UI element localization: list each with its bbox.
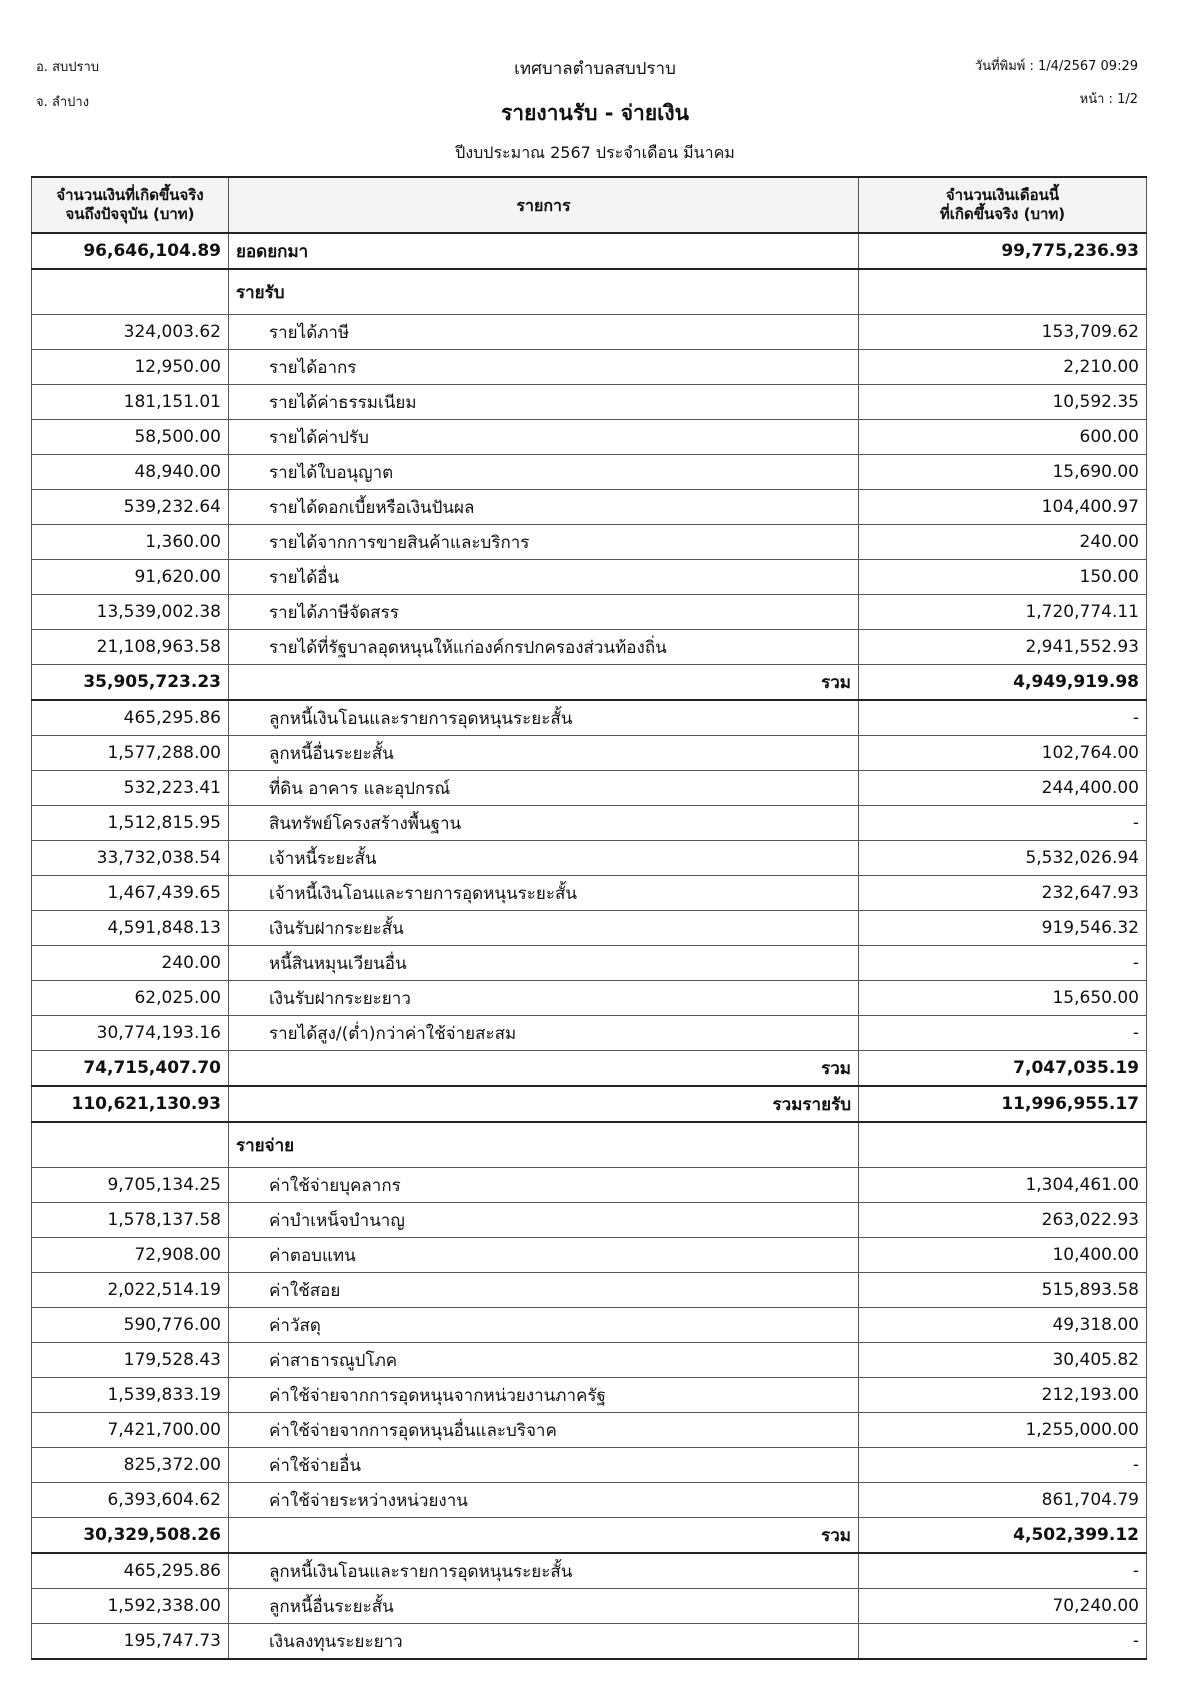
item-label: รายได้ค่าปรับ (229, 420, 859, 455)
table-row (32, 700, 1147, 736)
table-row (32, 736, 1147, 771)
table-row (32, 233, 1147, 269)
item-label: ลูกหนี้อื่นระยะสั้น (229, 736, 859, 771)
item-label: เงินรับฝากระยะยาว (229, 981, 859, 1016)
table-row (32, 771, 1147, 806)
table-header-row (32, 177, 1147, 233)
ytd-amount: 1,539,833.19 (32, 1378, 229, 1413)
ytd-amount: 1,577,288.00 (32, 736, 229, 771)
month-amount: 212,193.00 (859, 1378, 1147, 1413)
month-amount: 1,255,000.00 (859, 1413, 1147, 1448)
ytd-amount: 33,732,038.54 (32, 841, 229, 876)
month-amount: 4,949,919.98 (859, 665, 1147, 701)
ytd-amount: 48,940.00 (32, 455, 229, 490)
month-amount: - (859, 1624, 1147, 1660)
item-label: สินทรัพย์โครงสร้างพื้นฐาน (229, 806, 859, 841)
table-row (32, 350, 1147, 385)
table-row (32, 946, 1147, 981)
item-label: รายได้จากการขายสินค้าและบริการ (229, 525, 859, 560)
section-row (32, 1122, 1147, 1168)
month-amount: 1,720,774.11 (859, 595, 1147, 630)
month-amount (859, 1122, 1147, 1168)
ytd-amount: 30,774,193.16 (32, 1016, 229, 1051)
ytd-amount: 1,467,439.65 (32, 876, 229, 911)
total-row (32, 1518, 1147, 1554)
month-amount: 919,546.32 (859, 911, 1147, 946)
table-row (32, 1238, 1147, 1273)
table-row (32, 1448, 1147, 1483)
table-row (32, 1016, 1147, 1051)
ytd-amount: 539,232.64 (32, 490, 229, 525)
col-header-actual-line2: จนถึงปัจจุบัน (บาท) (65, 205, 195, 223)
item-label: รวม (229, 1518, 859, 1554)
ytd-amount: 58,500.00 (32, 420, 229, 455)
ytd-amount: 465,295.86 (32, 1553, 229, 1589)
ytd-amount: 21,108,963.58 (32, 630, 229, 665)
item-label: รายได้สูง/(ต่ำ)กว่าค่าใช้จ่ายสะสม (229, 1016, 859, 1051)
month-amount: 244,400.00 (859, 771, 1147, 806)
ytd-amount: 72,908.00 (32, 1238, 229, 1273)
district-label: อ. สบปราบ (36, 60, 100, 75)
table-row (32, 1308, 1147, 1343)
month-amount: 150.00 (859, 560, 1147, 595)
item-label: รวมรายรับ (229, 1086, 859, 1122)
item-label: ที่ดิน อาคาร และอุปกรณ์ (229, 771, 859, 806)
item-label: ค่าใช้จ่ายบุคลากร (229, 1168, 859, 1203)
page-number: หน้า : 1/2 (1079, 92, 1138, 107)
item-label: ลูกหนี้เงินโอนและรายการอุดหนุนระยะสั้น (229, 1553, 859, 1589)
month-amount: 240.00 (859, 525, 1147, 560)
month-amount: 1,304,461.00 (859, 1168, 1147, 1203)
table-row (32, 1589, 1147, 1624)
ytd-amount: 1,512,815.95 (32, 806, 229, 841)
report-title: รายงานรับ - จ่ายเงิน (501, 101, 689, 125)
table-row (32, 876, 1147, 911)
table-row (32, 1203, 1147, 1238)
month-amount: 11,996,955.17 (859, 1086, 1147, 1122)
item-label: รวม (229, 1051, 859, 1087)
ytd-amount: 13,539,002.38 (32, 595, 229, 630)
col-header-this-month (859, 177, 1147, 233)
col-header-actual-line1: จำนวนเงินที่เกิดขึ้นจริง (56, 186, 204, 204)
month-amount: 263,022.93 (859, 1203, 1147, 1238)
table-body (32, 233, 1147, 1659)
ytd-amount: 35,905,723.23 (32, 665, 229, 701)
table-row (32, 1483, 1147, 1518)
table-row (32, 806, 1147, 841)
ytd-amount: 30,329,508.26 (32, 1518, 229, 1554)
month-amount: 49,318.00 (859, 1308, 1147, 1343)
item-label: รายได้อากร (229, 350, 859, 385)
ytd-amount: 62,025.00 (32, 981, 229, 1016)
col-header-month-line1: จำนวนเงินเดือนนี้ (945, 186, 1060, 204)
item-label: ค่าวัสดุ (229, 1308, 859, 1343)
ytd-amount: 532,223.41 (32, 771, 229, 806)
month-amount: 70,240.00 (859, 1589, 1147, 1624)
item-label: ค่าใช้สอย (229, 1273, 859, 1308)
month-amount (859, 269, 1147, 315)
table-row (32, 1168, 1147, 1203)
item-label: ลูกหนี้เงินโอนและรายการอุดหนุนระยะสั้น (229, 700, 859, 736)
month-amount: 5,532,026.94 (859, 841, 1147, 876)
province-label: จ. ลำปาง (36, 95, 90, 110)
table-row (32, 1553, 1147, 1589)
item-label: รายได้ภาษี (229, 315, 859, 350)
report-subtitle: ปีงบประมาณ 2567 ประจำเดือน มีนาคม (455, 143, 735, 162)
item-label: รายได้ใบอนุญาต (229, 455, 859, 490)
month-amount: 15,690.00 (859, 455, 1147, 490)
ytd-amount: 2,022,514.19 (32, 1273, 229, 1308)
item-label: หนี้สินหมุนเวียนอื่น (229, 946, 859, 981)
total-row (32, 1086, 1147, 1122)
month-amount: 15,650.00 (859, 981, 1147, 1016)
col-header-item: รายการ (229, 177, 859, 233)
table-row (32, 315, 1147, 350)
item-label: เงินลงทุนระยะยาว (229, 1624, 859, 1660)
item-label: รายได้ดอกเบี้ยหรือเงินปันผล (229, 490, 859, 525)
table-row (32, 595, 1147, 630)
ytd-amount: 590,776.00 (32, 1308, 229, 1343)
item-label: รายจ่าย (229, 1122, 859, 1168)
item-label: ลูกหนี้อื่นระยะสั้น (229, 1589, 859, 1624)
month-amount: 600.00 (859, 420, 1147, 455)
ytd-amount: 9,705,134.25 (32, 1168, 229, 1203)
item-label: ค่าใช้จ่ายจากการอุดหนุนจากหน่วยงานภาครัฐ (229, 1378, 859, 1413)
table-row (32, 1378, 1147, 1413)
month-amount: 30,405.82 (859, 1343, 1147, 1378)
total-row (32, 1051, 1147, 1087)
total-row (32, 665, 1147, 701)
ytd-amount: 6,393,604.62 (32, 1483, 229, 1518)
ytd-amount: 96,646,104.89 (32, 233, 229, 269)
month-amount: 104,400.97 (859, 490, 1147, 525)
month-amount: 102,764.00 (859, 736, 1147, 771)
table-row (32, 1273, 1147, 1308)
ytd-amount (32, 1122, 229, 1168)
ytd-amount: 7,421,700.00 (32, 1413, 229, 1448)
item-label: ค่าใช้จ่ายจากการอุดหนุนอื่นและบริจาค (229, 1413, 859, 1448)
month-amount: 515,893.58 (859, 1273, 1147, 1308)
table-row (32, 630, 1147, 665)
col-header-month-line2: ที่เกิดขึ้นจริง (บาท) (939, 205, 1066, 223)
item-label: ยอดยกมา (229, 233, 859, 269)
ytd-amount: 825,372.00 (32, 1448, 229, 1483)
item-label: รายรับ (229, 269, 859, 315)
month-amount: 2,941,552.93 (859, 630, 1147, 665)
receipts-payments-table (31, 176, 1147, 1660)
item-label: รายได้ที่รัฐบาลอุดหนุนให้แก่องค์กรปกครองส่วนท้องถิ่น (229, 630, 859, 665)
table-row (32, 385, 1147, 420)
item-label: ค่าบำเหน็จบำนาญ (229, 1203, 859, 1238)
table-row (32, 525, 1147, 560)
print-date: วันที่พิมพ์ : 1/4/2567 09:29 (974, 59, 1138, 74)
month-amount: 10,592.35 (859, 385, 1147, 420)
table-row (32, 490, 1147, 525)
month-amount: - (859, 946, 1147, 981)
month-amount: - (859, 700, 1147, 736)
ytd-amount: 1,360.00 (32, 525, 229, 560)
month-amount: 153,709.62 (859, 315, 1147, 350)
item-label: เจ้าหนี้เงินโอนและรายการอุดหนุนระยะสั้น (229, 876, 859, 911)
organization-name: เทศบาลตำบลสบปราบ (514, 59, 676, 79)
item-label: ค่าสาธารณูปโภค (229, 1343, 859, 1378)
item-label: รายได้ค่าธรรมเนียม (229, 385, 859, 420)
item-label: ค่าใช้จ่ายระหว่างหน่วยงาน (229, 1483, 859, 1518)
table-row (32, 1343, 1147, 1378)
table-row (32, 420, 1147, 455)
ytd-amount: 181,151.01 (32, 385, 229, 420)
ytd-amount: 324,003.62 (32, 315, 229, 350)
item-label: รวม (229, 665, 859, 701)
ytd-amount: 179,528.43 (32, 1343, 229, 1378)
item-label: ค่าตอบแทน (229, 1238, 859, 1273)
month-amount: 861,704.79 (859, 1483, 1147, 1518)
item-label: เงินรับฝากระยะสั้น (229, 911, 859, 946)
section-row (32, 269, 1147, 315)
table-row (32, 911, 1147, 946)
month-amount: 4,502,399.12 (859, 1518, 1147, 1554)
ytd-amount: 195,747.73 (32, 1624, 229, 1660)
month-amount: - (859, 1016, 1147, 1051)
table-row (32, 1413, 1147, 1448)
ytd-amount: 91,620.00 (32, 560, 229, 595)
month-amount: - (859, 1553, 1147, 1589)
table-row (32, 981, 1147, 1016)
ytd-amount (32, 269, 229, 315)
month-amount: 10,400.00 (859, 1238, 1147, 1273)
ytd-amount: 4,591,848.13 (32, 911, 229, 946)
item-label: รายได้อื่น (229, 560, 859, 595)
ytd-amount: 110,621,130.93 (32, 1086, 229, 1122)
table-row (32, 841, 1147, 876)
table-row (32, 560, 1147, 595)
month-amount: 2,210.00 (859, 350, 1147, 385)
month-amount: 232,647.93 (859, 876, 1147, 911)
month-amount: - (859, 1448, 1147, 1483)
month-amount: - (859, 806, 1147, 841)
col-header-actual-to-date (32, 177, 229, 233)
ytd-amount: 240.00 (32, 946, 229, 981)
ytd-amount: 1,592,338.00 (32, 1589, 229, 1624)
ytd-amount: 1,578,137.58 (32, 1203, 229, 1238)
month-amount: 7,047,035.19 (859, 1051, 1147, 1087)
table-row (32, 455, 1147, 490)
table-row (32, 1624, 1147, 1660)
item-label: ค่าใช้จ่ายอื่น (229, 1448, 859, 1483)
month-amount: 99,775,236.93 (859, 233, 1147, 269)
ytd-amount: 12,950.00 (32, 350, 229, 385)
ytd-amount: 465,295.86 (32, 700, 229, 736)
item-label: เจ้าหนี้ระยะสั้น (229, 841, 859, 876)
item-label: รายได้ภาษีจัดสรร (229, 595, 859, 630)
ytd-amount: 74,715,407.70 (32, 1051, 229, 1087)
